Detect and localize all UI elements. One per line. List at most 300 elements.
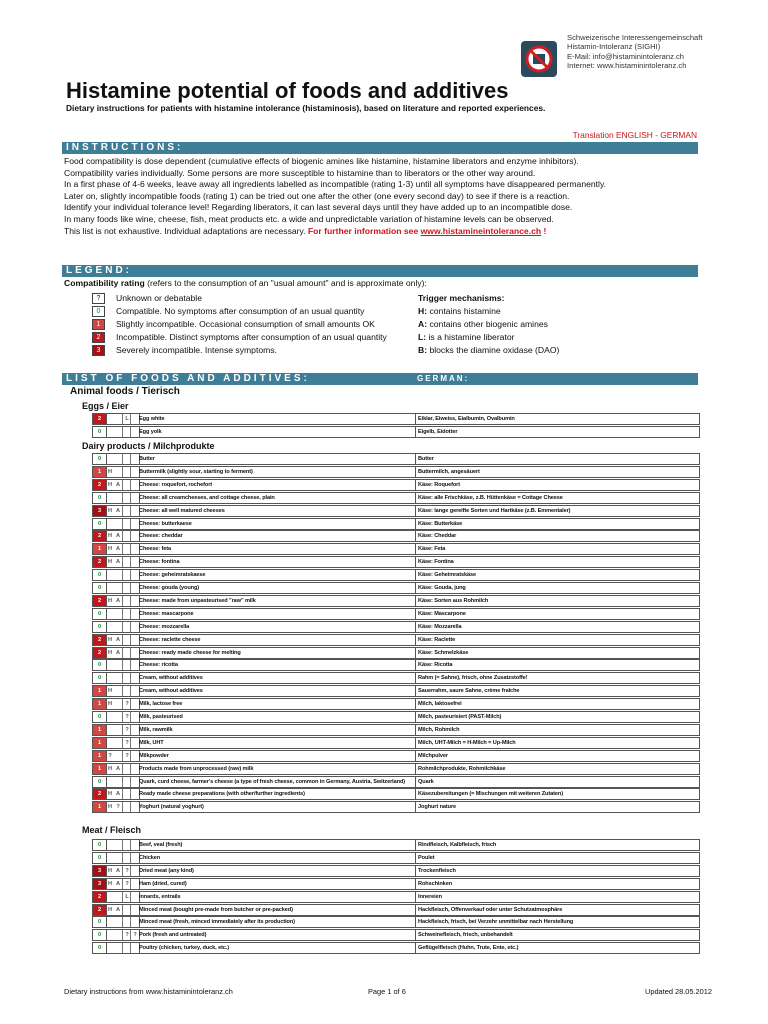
food-name-english: Cheese: cheddar — [139, 531, 416, 541]
histamine-flag: H — [108, 867, 112, 874]
histamine-flag — [106, 454, 114, 464]
food-row — [92, 569, 700, 581]
footer-source: Dietary instructions from www.histaminintoleranz.ch — [64, 987, 233, 996]
translation-label: Translation ENGLISH - GERMAN — [572, 130, 697, 140]
rating-cell: 2 — [93, 480, 107, 490]
food-name-english: Egg white — [139, 414, 416, 424]
histamine-flag: H — [108, 701, 112, 708]
food-name-english: Milkpowder — [139, 751, 416, 761]
org-name-line1: Schweizerische Interessengemeinschaft — [567, 33, 703, 42]
dao-blocker-flag: ? — [130, 930, 140, 940]
rating-cell: 0 — [93, 673, 107, 683]
food-name-german: Schweinefleisch, frisch, unbehandelt — [418, 932, 513, 939]
liberator-flag: ? — [122, 930, 131, 940]
food-row — [92, 479, 700, 491]
histamine-flag — [106, 892, 114, 902]
page-subtitle: Dietary instructions for patients with histamine intolerance (histaminosis), based on literature and reported experiences. — [66, 103, 546, 113]
amines-flag: A — [116, 481, 120, 488]
food-name-german: Käse: Butterkäse — [418, 520, 463, 527]
org-website[interactable]: Internet: www.histaminintoleranz.ch — [567, 60, 687, 70]
food-name-english: Pork (fresh and untreated) — [139, 930, 416, 940]
food-name-german: Käse: Cheddar — [418, 533, 457, 540]
food-name-german: Käse: Ricotta — [418, 662, 453, 669]
histamine-flag: H — [108, 765, 112, 772]
food-name-german: Innereien — [418, 893, 442, 900]
food-row — [92, 685, 700, 697]
trigger-text: contains other biogenic amines — [427, 319, 548, 329]
food-name-german: Käse: Schmelzkäse — [418, 649, 469, 656]
food-name-english: Cream, without additives — [139, 686, 416, 696]
food-name-german: Käse: Gouda, jung — [418, 585, 466, 591]
food-row — [92, 621, 700, 633]
food-name-english: Cheese: mascarpone — [139, 609, 416, 619]
amines-flag — [114, 777, 122, 787]
food-name-english: Dried meat (any kind) — [139, 866, 416, 876]
histamine-flag — [106, 917, 114, 927]
amines-flag — [114, 943, 122, 953]
food-row — [92, 801, 700, 813]
food-name-english: Minced meat (fresh, minced immediately after its production) — [139, 917, 416, 927]
rating-cell: 1 — [93, 699, 107, 709]
rating-cell: 0 — [93, 660, 107, 670]
rating-cell: 1 — [93, 802, 107, 812]
compatibility-rating-heading — [64, 278, 427, 288]
rating-cell: 0 — [93, 519, 107, 529]
histamine-flag — [106, 660, 114, 670]
rating-cell: 2 — [93, 892, 107, 902]
food-name-german: Poulet — [418, 854, 435, 861]
footer-updated-date: Updated 28.05.2012 — [645, 987, 712, 996]
rating-cell: 0 — [93, 840, 107, 850]
rating-cell: 0 — [93, 622, 107, 632]
amines-flag — [114, 493, 122, 503]
food-name-german: Käse: Raclette — [418, 636, 456, 643]
food-name-english: Cheese: mozzarella — [139, 622, 416, 632]
instruction-line: Food compatibility is dose dependent (cumulative effects of biogenic amines like histamine, histamine liberators and enzyme inhibitors). — [64, 156, 579, 166]
amines-flag: A — [116, 636, 120, 643]
food-name-german: Quark — [418, 778, 434, 785]
food-name-german: Eigelb, Eidotter — [418, 428, 458, 435]
food-name-english: Cheese: geheimratskaese — [139, 570, 416, 580]
food-name-english: Products made from unprocessed (raw) milk — [139, 764, 416, 774]
rating-cell: 0 — [93, 930, 107, 940]
food-name-german: Milchpulver — [418, 752, 448, 759]
amines-flag — [114, 712, 122, 722]
histamine-flag — [106, 777, 114, 787]
trigger-code: H: — [418, 306, 428, 316]
food-name-english: Cheese: made from unpasteurised "raw" milk — [139, 596, 416, 606]
food-name-english: Milk, lactose free — [139, 699, 416, 709]
amines-flag: A — [116, 649, 120, 656]
amines-flag — [114, 609, 122, 619]
food-row — [92, 839, 700, 851]
food-row — [92, 647, 700, 659]
food-name-german: Milch, UHT-Milch = H-Milch = Up-Milch — [418, 739, 516, 746]
liberator-flag: ? — [122, 866, 131, 876]
food-name-german: Trockenfleisch — [418, 867, 456, 874]
food-name-english: Milk, UHT — [139, 738, 416, 748]
amines-flag: ? — [116, 804, 120, 811]
food-group-heading: Eggs / Eier — [82, 401, 129, 411]
rating-cell: 2 — [93, 414, 107, 424]
food-name-english: Innards, entrails — [139, 892, 416, 902]
liberator-flag: ? — [122, 879, 131, 889]
food-name-german: Hackfleisch, frisch, bei Verzehr unmittelbar nach Herstellung — [418, 919, 574, 926]
food-name-english: Milk, pasteurised — [139, 712, 416, 722]
food-name-german: Käse: lange gereifte Sorten und Hartkäse (z.B. Emmentaler) — [418, 507, 571, 514]
food-row — [92, 865, 700, 877]
food-name-english: Yoghurt (natural yoghurt) — [139, 802, 416, 812]
food-name-english: Milk, rawmilk — [139, 725, 416, 735]
rating-cell: 1 — [93, 544, 107, 554]
food-row — [92, 608, 700, 620]
histamine-flag — [106, 712, 114, 722]
histamine-flag — [106, 427, 114, 437]
rating-cell: 0 — [93, 454, 107, 464]
food-row — [92, 634, 700, 646]
food-name-german: Rohmilchprodukte, Rohmilchkäse — [418, 765, 506, 772]
food-row — [92, 929, 700, 941]
amines-flag: A — [116, 906, 120, 913]
histamine-flag — [106, 570, 114, 580]
histamine-flag: H — [108, 468, 112, 475]
amines-flag: A — [116, 867, 120, 874]
rating-swatch-1: 1 — [92, 319, 105, 330]
rating-cell: 2 — [93, 557, 107, 567]
rating-text: Compatible. No symptoms after consumption of an usual quantity — [116, 306, 365, 316]
histamine-flag — [106, 930, 114, 940]
amines-flag — [114, 519, 122, 529]
food-row — [92, 698, 700, 710]
food-name-english: Cheese: ricotta — [139, 660, 416, 670]
liberator-flag: L — [122, 892, 131, 902]
rating-swatch-unknown: ? — [92, 293, 105, 304]
food-list-title: LIST OF FOODS AND ADDITIVES: — [66, 373, 310, 384]
food-row — [92, 763, 700, 775]
amines-flag — [114, 738, 122, 748]
rating-text: Severely incompatible. Intense symptoms. — [116, 345, 277, 355]
rating-cell: 0 — [93, 583, 107, 593]
food-row — [92, 595, 700, 607]
food-name-german: Käse: Fontina — [418, 559, 454, 566]
food-name-english: Butter — [139, 454, 416, 464]
food-name-german: Käse: Geheimratskäse — [418, 572, 477, 579]
german-column-header: GERMAN: — [417, 374, 470, 383]
food-row — [92, 737, 700, 749]
amines-flag — [114, 673, 122, 683]
food-row — [92, 659, 700, 671]
amines-flag — [114, 686, 122, 696]
amines-flag — [114, 840, 122, 850]
histamine-flag — [106, 519, 114, 529]
food-group-heading: Meat / Fleisch — [82, 825, 142, 835]
food-name-german: Käse: Feta — [418, 546, 446, 553]
amines-flag — [114, 427, 122, 437]
food-row — [92, 505, 700, 517]
rating-cell: 3 — [93, 879, 107, 889]
liberator-flag: ? — [122, 725, 131, 735]
amines-flag — [114, 660, 122, 670]
amines-flag — [114, 917, 122, 927]
histamine-flag — [106, 840, 114, 850]
trigger-code: L: — [418, 332, 427, 342]
rating-cell: 0 — [93, 943, 107, 953]
food-row — [92, 413, 700, 425]
food-name-english: Egg yolk — [139, 427, 416, 437]
food-name-english: Cheese: raclette cheese — [139, 635, 416, 645]
rating-cell: 1 — [93, 725, 107, 735]
org-email[interactable]: E-Mail: info@histaminintoleranz.ch — [567, 51, 685, 61]
food-name-german: Rindfleisch, Kalbfleisch, frisch — [418, 842, 497, 848]
histamine-flag: H — [108, 804, 112, 811]
food-name-german: Rahm (= Sahne), frisch, ohne Zusatzstoffe! — [418, 675, 528, 682]
rating-cell: 0 — [93, 427, 107, 437]
food-name-german: Buttermilch, angesäuert — [418, 468, 480, 475]
trigger-text: blocks the diamine oxidase (DAO) — [427, 345, 560, 355]
food-name-english: Poultry (chicken, turkey, duck, etc.) — [139, 943, 416, 953]
food-row — [92, 426, 700, 438]
sighi-logo — [521, 41, 557, 77]
rating-cell: 0 — [93, 917, 107, 927]
org-name-line2: Histamin-Intoleranz (SIGHI) — [567, 42, 661, 52]
rating-cell: 2 — [93, 648, 107, 658]
rating-cell: 0 — [93, 777, 107, 787]
amines-flag: A — [116, 533, 120, 540]
food-name-german: Käse: Roquefort — [418, 481, 461, 488]
instruction-line: Identify your individual tolerance level! Regarding liberators, it can last several days until they have added up to an incompatible dose. — [64, 202, 573, 213]
food-row — [92, 878, 700, 890]
food-name-german: Käse: Mozzarella — [418, 623, 462, 630]
food-name-german: Eiklar, Eiweiss, Eialbumin, Ovalbumin — [418, 416, 515, 422]
food-name-german: Hackfleisch, Offenverkauf oder unter Schutzatmosphäre — [418, 906, 563, 913]
category-animal-foods: Animal foods / Tierisch — [70, 386, 180, 397]
instructions-header: INSTRUCTIONS: — [62, 142, 698, 154]
histamine-flag — [106, 673, 114, 683]
rating-cell: 1 — [93, 738, 107, 748]
trigger-code: A: — [418, 319, 428, 329]
food-name-german: Butter — [418, 456, 434, 462]
rating-cell: 2 — [93, 596, 107, 606]
food-name-english: Cheese: fontina — [139, 557, 416, 567]
histamine-flag: H — [108, 533, 112, 540]
rating-cell: 2 — [93, 789, 107, 799]
amines-flag — [114, 853, 122, 863]
amines-flag — [114, 699, 122, 709]
food-row — [92, 891, 700, 903]
food-name-english: Chicken — [139, 853, 416, 863]
rating-swatch-2: 2 — [92, 332, 105, 343]
histamine-flag — [106, 725, 114, 735]
food-name-german: Käse: Sorten aus Rohmilch — [418, 597, 489, 604]
food-row — [92, 582, 700, 594]
liberator-flag: ? — [122, 738, 131, 748]
food-name-english: Cheese: all creamcheeses, and cottage cheese, plain — [139, 493, 416, 503]
instruction-line: Compatibility varies individually. Some persons are more susceptible to histamine than to liberators or the other way around. — [64, 167, 536, 178]
liberator-flag: L — [122, 414, 131, 424]
histamine-flag: H — [108, 481, 112, 488]
food-row — [92, 724, 700, 736]
food-row — [92, 942, 700, 954]
amines-flag — [114, 414, 122, 424]
rating-cell: 0 — [93, 712, 107, 722]
rating-cell: 1 — [93, 467, 107, 477]
page-title: Histamine potential of foods and additives — [66, 78, 509, 103]
instruction-last-text: This list is not exhaustive. Individual adaptations are necessary. — [64, 225, 308, 236]
food-row — [92, 672, 700, 684]
histamine-flag: H — [108, 649, 112, 656]
instructions-text — [64, 156, 606, 237]
food-row — [92, 904, 700, 916]
food-row — [92, 916, 700, 928]
food-list-header — [62, 373, 698, 385]
food-row — [92, 750, 700, 762]
food-row — [92, 530, 700, 542]
instruction-line: Later on, slightly incompatible foods (rating 1) can be tried out one after the other (one every second day) to see if there is a reaction. — [64, 190, 570, 201]
histamine-flag — [106, 943, 114, 953]
rating-cell: 2 — [93, 635, 107, 645]
histamine-flag — [106, 414, 114, 424]
rating-swatch-0: 0 — [92, 306, 105, 317]
food-row — [92, 466, 700, 478]
liberator-flag: ? — [122, 712, 131, 722]
amines-flag: A — [116, 880, 120, 887]
food-row — [92, 852, 700, 864]
histamine-flag — [106, 609, 114, 619]
rating-cell: 0 — [93, 609, 107, 619]
amines-flag — [114, 892, 122, 902]
food-name-english: Cheese: ready made cheese for melting — [139, 648, 416, 658]
food-name-german: Käse: Mascarpone — [418, 610, 466, 617]
rating-cell: 2 — [93, 531, 107, 541]
amines-flag: A — [116, 765, 120, 772]
footer-page-number: Page 1 of 6 — [368, 987, 406, 996]
food-name-english: Cheese: butterkaese — [139, 519, 416, 529]
rating-cell: 1 — [93, 751, 107, 761]
food-name-german: Käse: alle Frischkäse, z.B. Hüttenkäse = Cottage Cheese — [418, 494, 563, 501]
amines-flag: A — [116, 597, 120, 604]
food-name-english: Cheese: feta — [139, 544, 416, 554]
food-name-german: Geflügelfleisch (Huhn, Trute, Ente, etc.) — [418, 945, 519, 952]
food-name-german: Milch, laktosefrei — [418, 701, 462, 708]
trigger-h — [418, 306, 501, 317]
rating-cell: 3 — [93, 506, 107, 516]
food-name-german: Milch, Rohmilch — [418, 726, 460, 733]
rating-label: Compatibility rating — [64, 278, 145, 288]
food-name-english: Ready made cheese preparations (with other/further ingredients) — [139, 789, 416, 799]
rating-text: Unknown or debatable — [116, 293, 202, 303]
histamine-flag — [106, 583, 114, 593]
link-suffix: ! — [541, 225, 547, 236]
histamine-flag: H — [108, 688, 112, 695]
rating-cell: 0 — [93, 853, 107, 863]
food-row — [92, 788, 700, 800]
rating-cell: 1 — [93, 686, 107, 696]
histamine-flag: H — [108, 880, 112, 887]
food-row — [92, 776, 700, 788]
rating-cell: 2 — [93, 905, 107, 915]
food-name-german: Milch, pasteurisiert (PAST-Milch) — [418, 714, 502, 720]
food-name-german: Käsezubereitungen (= Mischungen mit weiteren Zutaten) — [418, 791, 563, 798]
amines-flag — [114, 570, 122, 580]
amines-flag — [114, 930, 122, 940]
histamine-flag — [106, 622, 114, 632]
instruction-line: In a first phase of 4-6 weeks, leave away all ingredients labelled as incompatible (rating 1-3) until all symptoms have disappeared permanently. — [64, 179, 607, 190]
food-row — [92, 518, 700, 530]
instruction-last-line — [64, 226, 606, 238]
trigger-b — [418, 345, 559, 356]
histamine-flag: ? — [108, 752, 112, 759]
rating-description: (refers to the consumption of an "usual amount" and is approximate only): — [144, 278, 427, 288]
rating-cell: 0 — [93, 570, 107, 580]
trigger-text: contains histamine — [427, 306, 501, 316]
rating-text: Slightly incompatible. Occasional consumption of small amounts OK — [116, 319, 375, 329]
trigger-l — [418, 332, 515, 343]
trigger-mechanisms-heading: Trigger mechanisms: — [418, 293, 505, 303]
amines-flag — [114, 454, 122, 464]
amines-flag — [114, 725, 122, 735]
histamine-flag: H — [108, 507, 112, 514]
amines-flag: A — [116, 507, 120, 514]
rating-cell: 1 — [93, 764, 107, 774]
food-name-english: Ham (dried, cured) — [139, 879, 416, 889]
histamine-flag: H — [108, 597, 112, 604]
trigger-a — [418, 319, 548, 330]
food-row — [92, 453, 700, 465]
liberator-flag: ? — [122, 699, 131, 709]
trigger-text: is a histamine liberator — [426, 332, 515, 342]
food-name-english: Cheese: roquefort, rochefort — [139, 480, 416, 490]
rating-text: Incompatible. Distinct symptoms after consumption of an usual quantity — [116, 332, 387, 342]
histamine-flag: H — [108, 546, 112, 553]
food-row — [92, 556, 700, 568]
further-info-text: For further information see — [307, 225, 421, 236]
amines-flag — [114, 467, 122, 477]
trigger-code: B: — [418, 345, 428, 355]
histamine-flag: H — [108, 559, 112, 566]
amines-flag: A — [116, 559, 120, 566]
food-name-german: Sauerrahm, saure Sahne, crème fraîche — [418, 688, 520, 695]
rating-cell: 3 — [93, 866, 107, 876]
amines-flag — [114, 751, 122, 761]
food-row — [92, 492, 700, 504]
amines-flag — [114, 583, 122, 593]
food-name-english: Buttermilk (slightly sour, starting to ferment) — [139, 467, 416, 477]
histamine-flag: H — [108, 636, 112, 643]
organisation-info — [567, 33, 703, 70]
histamine-flag — [106, 853, 114, 863]
food-name-german: Joghurt nature — [418, 804, 457, 811]
amines-flag — [114, 622, 122, 632]
food-name-english: Cheese: all well matured cheeses — [139, 506, 416, 516]
amines-flag: A — [116, 546, 120, 553]
food-name-english: Minced meat (bought pre-made from butcher or pre-packed) — [139, 905, 416, 915]
liberator-flag: ? — [122, 751, 131, 761]
food-row — [92, 711, 700, 723]
amines-flag: A — [116, 791, 120, 798]
food-name-english: Cream, without additives — [139, 673, 416, 683]
food-group-heading: Dairy products / Milchprodukte — [82, 441, 215, 451]
instruction-line: In many foods like wine, cheese, fish, meat products etc. a wide and unpredictable variation of histamine levels can be observed. — [64, 213, 554, 224]
legend-header: LEGEND: — [62, 265, 698, 277]
histamine-flag: H — [108, 906, 112, 913]
website-link[interactable]: www.histamineintolerance.ch — [420, 225, 542, 236]
histamine-flag — [106, 493, 114, 503]
food-name-english: Quark, curd cheese, farmer's cheese (a type of fresh cheese, common in Germany, Austria, Switzerland) — [139, 777, 416, 787]
histamine-flag: H — [108, 791, 112, 798]
histamine-flag — [106, 738, 114, 748]
food-name-german: Rohschinken — [418, 880, 453, 887]
rating-cell: 0 — [93, 493, 107, 503]
